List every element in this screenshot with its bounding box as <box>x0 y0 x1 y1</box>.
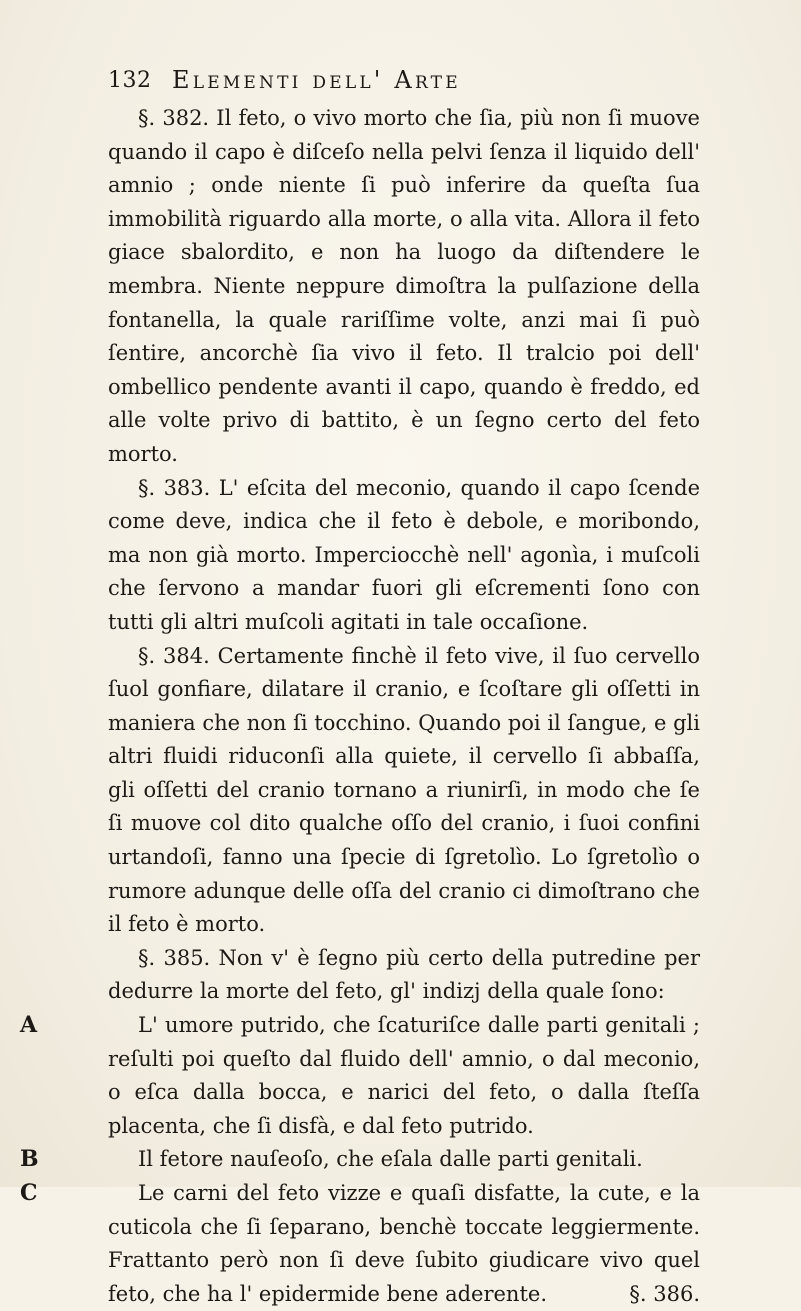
paragraph-384: §. 384. Certamente finchè il feto vive, il ſuo cervello ſuol gonfiare, dilatare il cranio, e ſcoſtare gli oſſetti in maniera che non ſi tocchino. Quando poi il ſangue, e gli altri fluidi riduconſi alla quiete, il cervello ſi abbaſſa, gli oſſetti del cranio tornano a riunirſi, in modo che ſe ſi muove col dito qualche oſſo del cranio, i ſuoi confini urtandoſi, fanno una ſpecie di ſgretolìo. Lo ſgretolìo o rumore adunque delle oſſa del cranio ci dimoſtrano che il feto è morto. <box>108 643 700 937</box>
running-head: Elementi dell' Arte <box>172 66 461 94</box>
item-a-text: L' umore putrido, che ſcaturiſce dalle parti genitali ; reſulti poi queſto dal fluido dell' amnio, o dal meconio, o eſca dalla bocca, e narici del feto, o dalla ſteſſa placenta, che ſi disfà, e dal feto putrido. <box>108 1013 700 1138</box>
item-b-text: Il fetore nauſeoſo, che eſala dalle parti genitali. <box>138 1147 643 1172</box>
paragraph-385-intro: §. 385. Non v' è ſegno più certo della putredine per dedurre la morte del feto, gl' indizj della quale ſono: <box>108 945 700 1004</box>
margin-letter-b: B <box>20 1146 39 1173</box>
page-header <box>108 66 628 100</box>
paragraph-385-item-c <box>20 1177 700 1311</box>
paragraph-385-item-a <box>20 1009 700 1143</box>
catchword: §. 386. <box>629 1281 700 1306</box>
item-c-text: Le carni del feto vizze e quaſi disfatte, la cute, e la cuticola che ſi ſeparano, benchè toccate leggiermente. Frattanto però non ſi deve ſubito giudicare vivo quel feto, che ha l' epidermide bene aderente. <box>108 1181 700 1306</box>
paragraph-385-item-b <box>20 1143 700 1177</box>
margin-letter-c: C <box>20 1180 38 1206</box>
paragraph-383: §. 383. L' eſcita del meconio, quando il capo ſcende come deve, indica che il feto è debole, e moribondo, ma non già morto. Imperciocchè nell' agonìa, i muſcoli che ſervono a mandar fuori gli eſcrementi ſono con tutti gli altri muſcoli agitati in tale occaſione. <box>108 475 700 634</box>
margin-letter-a: A <box>20 1012 38 1039</box>
body-text <box>20 102 700 1311</box>
page-number: 132 <box>108 68 152 93</box>
paragraph-382: §. 382. Il feto, o vivo morto che ſia, più non ſi muove quando il capo è diſceſo nella pelvi ſenza il liquido dell' amnio ; onde niente ſi può inferire da queſta ſua immobilità riguardo alla morte, o alla vita. Allora il feto giace sbalordito, e non ha luogo da diſtendere le membra. Niente neppure dimoſtra la pulſazione della fontanella, la quale rariſſime volte, anzi mai ſi può ſentire, ancorchè ſia vivo il feto. Il tralcio poi dell' ombellico pendente avanti il capo, quando è freddo, ed alle volte privo di battito, è un ſegno certo del feto morto. <box>108 106 700 466</box>
